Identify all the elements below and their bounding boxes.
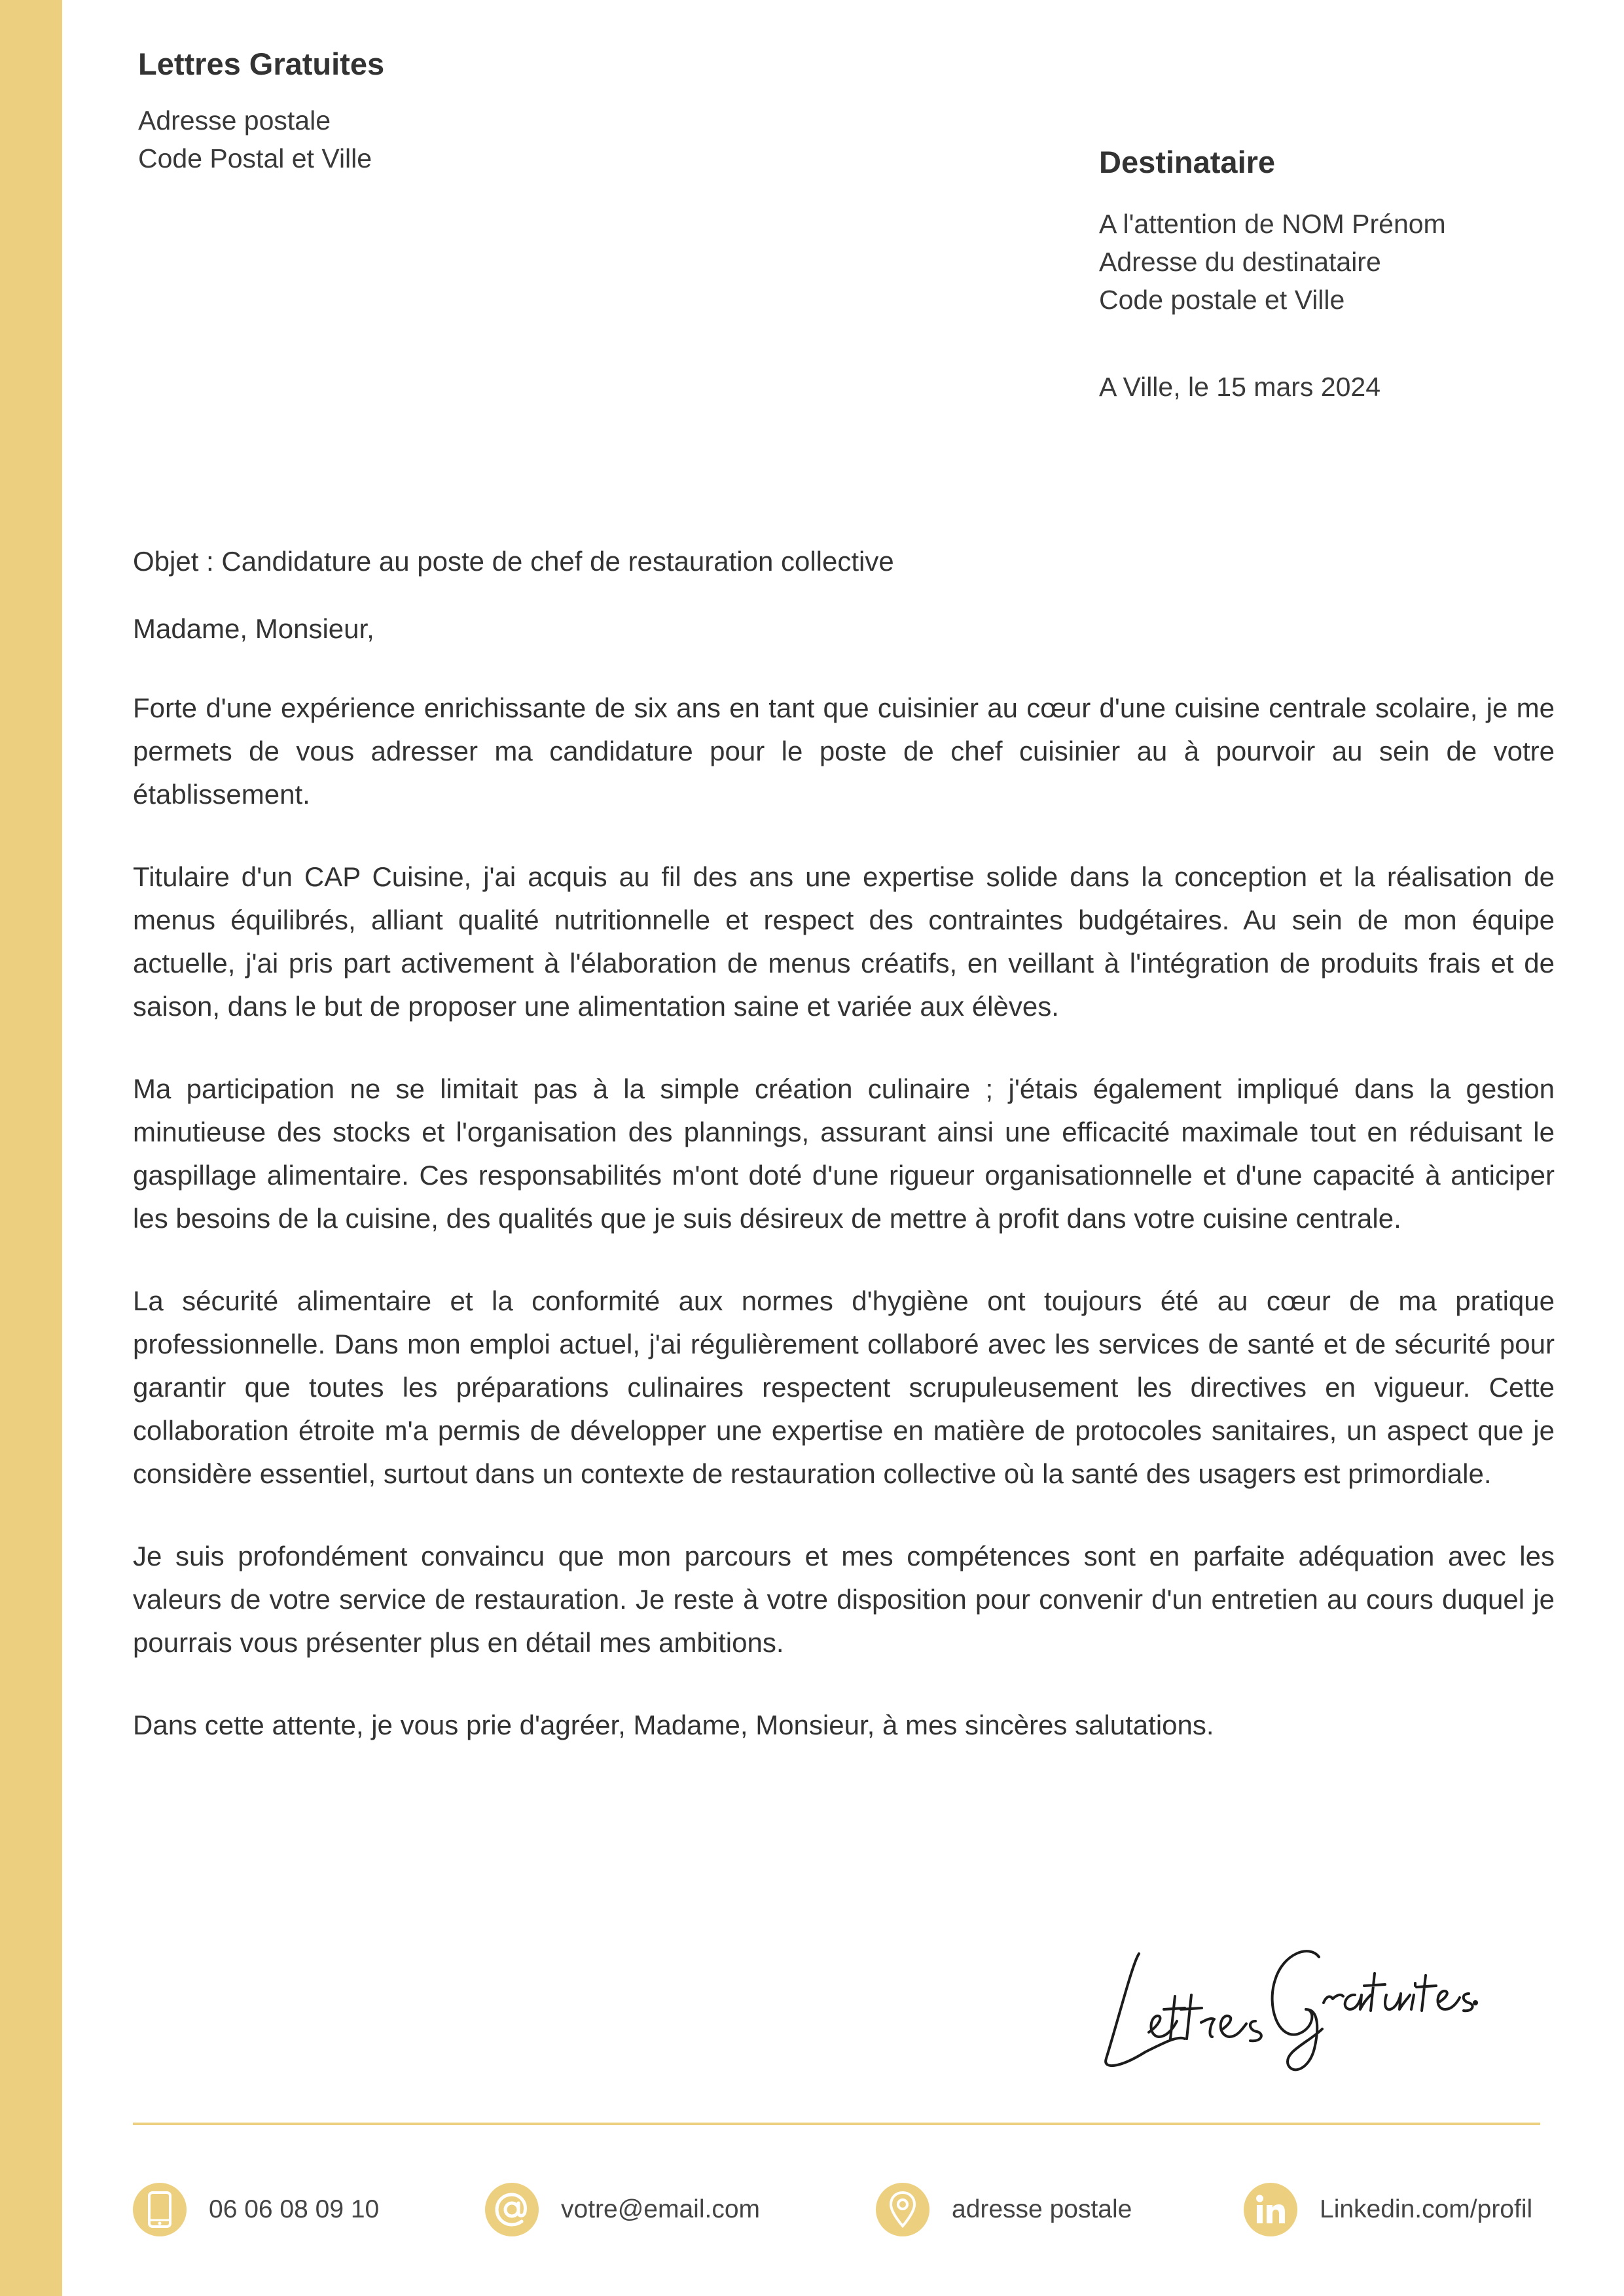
recipient-block (1099, 144, 1446, 319)
recipient-address: Adresse du destinataire (1099, 247, 1381, 277)
letter-paragraph-4: La sécurité alimentaire et la conformité aux normes d'hygiène ont toujours été au cœur de ma pratique professionnelle. Dans mon emploi actuel, j'ai régulièrement collaboré avec les services de santé et de sécurité pour garantir que toutes les préparations culinaires respectent scrupuleusement les directives en vigueur. Cette collaboration étroite m'a permis de développer une expertise en matière de protocoles sanitaires, un aspect que je considère essentiel, surtout dans un contexte de restauration collective où la santé des usagers est primordiale. (133, 1285, 1555, 1489)
letter-paragraph-3: Ma participation ne se limitait pas à la simple création culinaire ; j'étais également impliqué dans la gestion minutieuse des stocks et l'organisation des plannings, assurant ainsi une efficacité maximale tout en réduisant le gaspillage alimentaire. Ces responsabilités m'ont doté d'une rigueur organisationnelle et d'une capacité à anticiper les besoins de la cuisine, des qualités que je suis désireux de mettre à profit dans votre cuisine centrale. (133, 1073, 1555, 1234)
sidebar-accent-bar (0, 0, 62, 2296)
contact-linkedin[interactable] (1244, 2183, 1532, 2236)
letter-paragraph-1: Forte d'une expérience enrichissante de six ans en tant que cuisinier au cœur d'une cuisine centrale scolaire, je me permets de vous adresser ma candidature pour le poste de chef cuisinier au à pourvoir au sein de votre établissement. (133, 692, 1555, 810)
sender-postal-city: Code Postal et Ville (138, 143, 372, 173)
footer-divider (133, 2123, 1540, 2125)
contact-linkedin-text[interactable]: Linkedin.com/profil (1320, 2195, 1533, 2223)
linkedin-icon (1244, 2183, 1297, 2236)
letter-object: Objet : Candidature au poste de chef de restauration collective (133, 546, 894, 577)
recipient-title: Destinataire (1099, 145, 1276, 179)
at-sign-icon (485, 2183, 539, 2236)
handwritten-signature (1093, 1918, 1479, 2081)
letter-paragraph-5: Je suis profondément convaincu que mon parcours et mes compétences sont en parfaite adéquation avec les valeurs de votre service de restauration. Je reste à votre disposition pour convenir d'un entretien au cours duquel je pourrais vous présenter plus en détail mes ambitions. (133, 1541, 1555, 1658)
contact-email[interactable] (485, 2183, 760, 2236)
contact-phone (133, 2183, 379, 2236)
contact-address (876, 2183, 1132, 2236)
location-pin-icon (876, 2183, 929, 2236)
contact-email-text[interactable]: votre@email.com (561, 2195, 761, 2223)
letter-paragraph-2: Titulaire d'un CAP Cuisine, j'ai acquis au fil des ans une expertise solide dans la conception et la réalisation de menus équilibrés, alliant qualité nutritionnelle et respect des contraintes budgétaires. Au sein de mon équipe actuelle, j'ai pris part activement à l'élaboration de menus créatifs, en veillant à l'intégration de produits frais et de saison, dans le but de proposer une alimentation saine et variée aux élèves. (133, 861, 1555, 1022)
letter-salutation: Madame, Monsieur, (133, 613, 374, 644)
contact-phone-text: 06 06 08 09 10 (209, 2195, 380, 2223)
sender-name: Lettres Gratuites (138, 46, 385, 81)
phone-icon (133, 2183, 187, 2236)
contact-address-text: adresse postale (952, 2195, 1132, 2223)
recipient-postal-city: Code postale et Ville (1099, 285, 1345, 315)
letter-date: A Ville, le 15 mars 2024 (1099, 372, 1380, 402)
letter-body (133, 540, 1555, 1747)
sender-address: Adresse postale (138, 105, 331, 135)
recipient-attention: A l'attention de NOM Prénom (1099, 209, 1446, 239)
letter-closing: Dans cette attente, je vous prie d'agréer, Madame, Monsieur, à mes sincères salutations. (133, 1710, 1214, 1740)
sender-block (138, 46, 384, 177)
